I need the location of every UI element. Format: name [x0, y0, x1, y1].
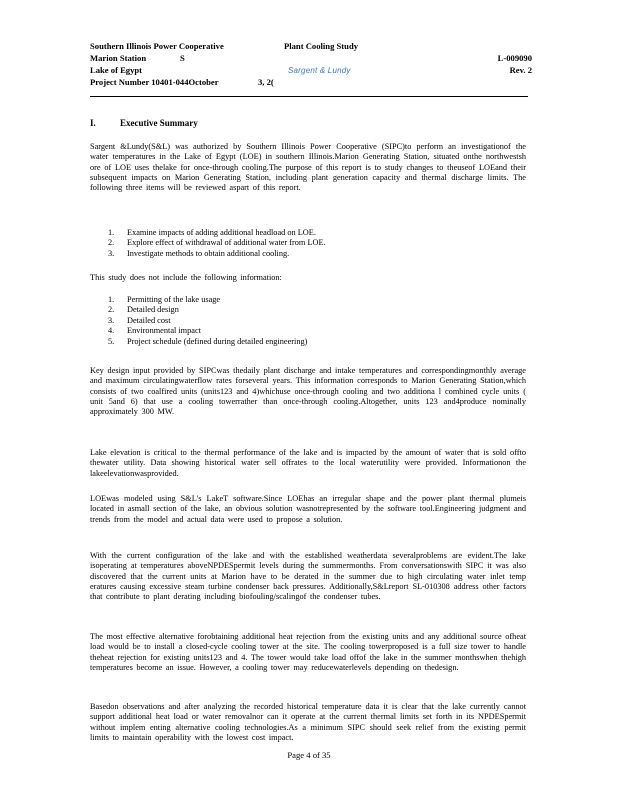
header-divider: [90, 96, 528, 97]
header-line-4: [90, 76, 530, 88]
header-project-number: Project Number 10401-044October: [90, 77, 219, 87]
list-item: 2. Explore effect of withdrawal of additional water from LOE.: [108, 238, 326, 248]
paragraph-conclusion: Basedon observations and after analyzing the recorded historical temperature data it is clear that the lake currently cannot support additional heat load or water removalnor can it operate at the current thermal limits set forth in its NPDESpermit without implem enting alternative cooling technologies.As a minimum SIPC should seek relief from the existing permit limits to maintain operability with the lowest cost impact.: [90, 702, 526, 742]
section-heading: [90, 118, 198, 128]
header-line-2: [90, 52, 530, 64]
list-item: 2. Detailed design: [108, 305, 179, 315]
header-company: Southern Illinois Power Cooperative: [90, 41, 224, 51]
paragraph-lake-elevation: Lake elevation is critical to the thermal performance of the lake and is impacted by the amount of water that is sold offto thewater utility. Data showing historical water sell offrates to the local waterutility were provided. Informationon the lakeelevationwasprovided.: [90, 448, 526, 478]
page-number: Page 4 of 35: [287, 750, 331, 760]
list-item: 1. Examine impacts of adding additional headload on LOE.: [108, 228, 316, 237]
list-item: 4. Environmental impact: [108, 326, 201, 336]
paragraph-intro: Sargent &Lundy(S&L) was authorized by Southern Illinois Power Cooperative (SIPC)to perform an investigationof the water temperatures in the Lake of Egypt (LOE) in southern Illinois.Marion Generating Station, situated onthe northwestsh ore of LOE uses thelake for once-through cooling.The purpose of this report is to study changes to theuseof LOEand their subsequent impacts on Marion Generating Station, including plant generation capacity and thermal discharge limits. The following three items will be reviewed aspart of this report.: [90, 142, 526, 193]
section-number: I.: [90, 118, 96, 128]
sargent-lundy-logo: Sargent & Lundy: [288, 66, 351, 75]
header-station-code: S: [180, 53, 185, 63]
paragraph-modeling: LOEwas modeled using S&L's LakeT software.Since LOEhas an irregular shape and the power plant thermal plumeis located in asmall section of the lake, an obvious solution wasnotrepresented by the software tool.Engineering judgment and trends from the model and actual data were used to propose a solution.: [90, 494, 526, 524]
list-item: 1. Permitting of the lake usage: [108, 295, 221, 304]
header-lake: Lake of Egypt: [90, 65, 143, 75]
paragraph-cooling-tower: The most effective alternative forobtaining additional heat rejection from the existing units and any additional source ofheat load would be to install a closed-cycle cooling tower at the site. The cooling towerproposed is a full size tower to handle theheat rejection for existing units123 and 4. The tower would take load offof the lake in the summer monthswhen thehigh temperatures become an issue. However, a cooling tower may reducewaterlevels depending on thedesign.: [90, 632, 526, 672]
review-items-list: [108, 228, 326, 259]
header-study-title: Plant Cooling Study: [284, 41, 359, 51]
paragraph-problems: With the current configuration of the lake and with the established weatherdata severalproblems are evident.The lake isoperating at temperatures aboveNPDESpermit levels during the summermonths. From conversationswith SIPC it was also discovered that the current units at Marion have to be derated in the summer due to high circulating water inlet temp eratures causing excessive steam turbine condenser back pressures. Additionally,S&Lreport SL-010308 address other factors that contribute to plant derating including biofouling/scalingof the condenser tubes.: [90, 551, 526, 602]
paragraph-exclusions: This study does not include the following information:: [90, 273, 282, 282]
list-item: 3. Detailed cost: [108, 315, 171, 325]
list-item: 5. Project schedule (defined during detailed engineering): [108, 336, 308, 346]
header-date: 3, 2(: [258, 77, 274, 87]
section-title: Executive Summary: [120, 118, 198, 128]
report-header: [0, 0, 618, 96]
list-item: 3. Investigate methods to obtain additional cooling.: [108, 248, 290, 258]
header-station: Marion Station: [90, 53, 147, 63]
header-report-number: L-009090: [497, 53, 532, 63]
header-revision: Rev. 2: [509, 65, 532, 75]
paragraph-design-input: Key design input provided by SIPCwas thedaily plant discharge and intake temperatures and correspondingmonthly average and maximum circulatingwaterflow rates forseveral years. This information corresponds to Marion Generating Station,which consists of two coalfired units (units123 and 4)whichuse once-through cooling and two additiona l combined cycle units ( unit 5and 6) that use a cooling towerrather than once-through cooling.Altogether, units 123 and4produce nominally approximately 300 MW.: [90, 366, 526, 417]
header-line-1: [90, 40, 530, 52]
exclusions-list: [108, 295, 307, 347]
